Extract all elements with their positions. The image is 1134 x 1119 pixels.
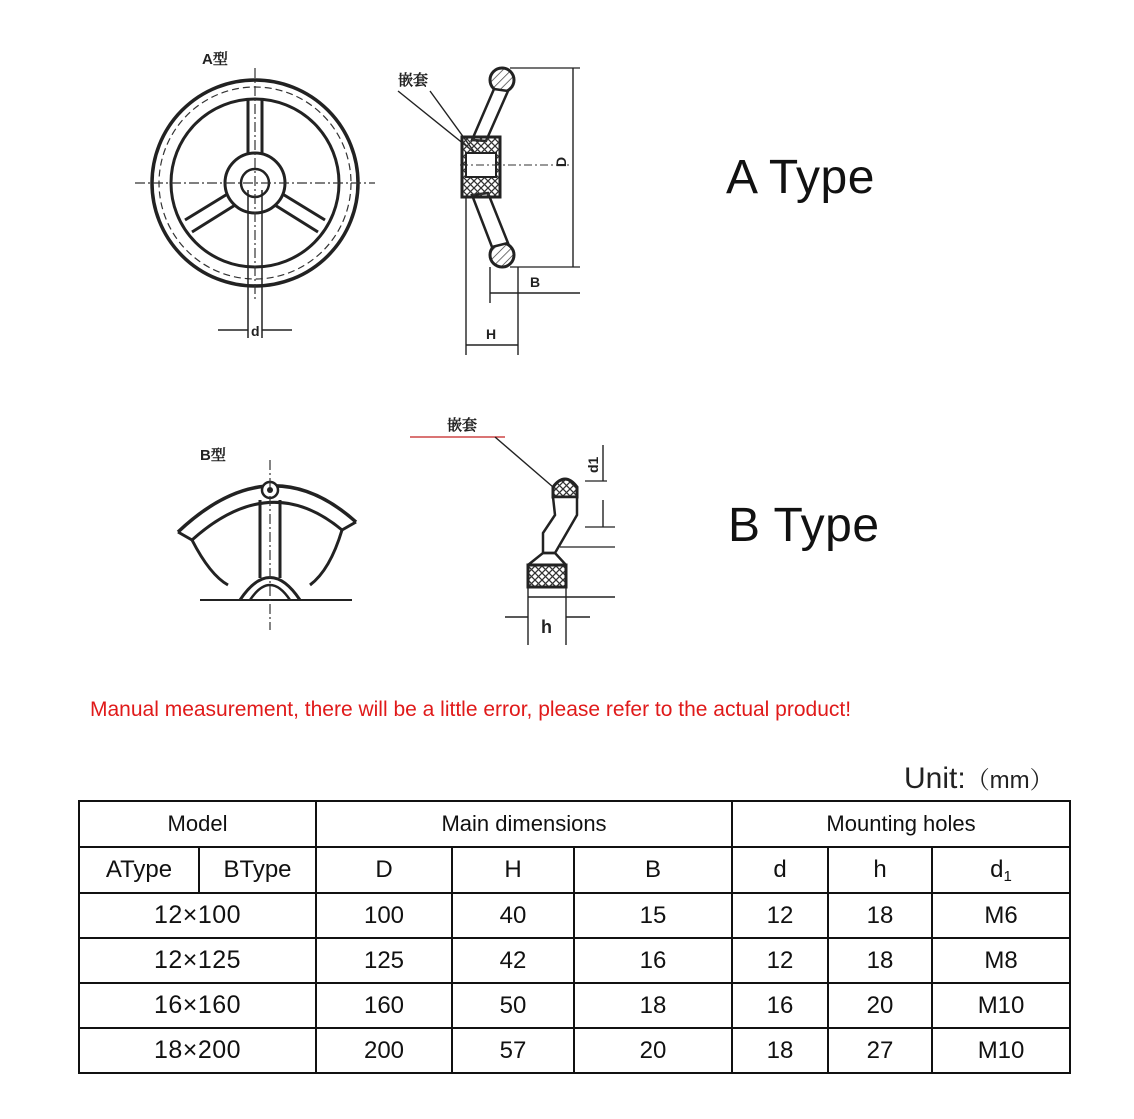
- a-type-side-drawing: [390, 55, 600, 360]
- cell-H: 42: [452, 938, 574, 983]
- header-D: D: [316, 847, 452, 893]
- cell-model: 18×200: [79, 1028, 316, 1073]
- header-d: d: [732, 847, 828, 893]
- spec-table: [78, 800, 1071, 1074]
- header-main-dimensions: Main dimensions: [316, 801, 732, 847]
- unit-value: （mm）: [965, 767, 1054, 794]
- unit-label: [904, 760, 1054, 796]
- b-type-side-drawing: [395, 405, 625, 645]
- cell-D: 160: [316, 983, 452, 1028]
- a-dim-H: H: [486, 326, 497, 342]
- header-a-type: AType: [79, 847, 199, 893]
- header-H: H: [452, 847, 574, 893]
- b-dim-d1: d1: [585, 456, 601, 473]
- cell-d1: M10: [932, 1028, 1070, 1073]
- cell-D: 200: [316, 1028, 452, 1073]
- header-d1-base: d: [990, 855, 1004, 883]
- table-row: [79, 893, 1070, 938]
- cell-D: 100: [316, 893, 452, 938]
- unit-label-text: Unit:: [904, 762, 966, 795]
- cell-d: 12: [732, 893, 828, 938]
- a-type-title: A Type: [726, 151, 875, 204]
- cell-model: 16×160: [79, 983, 316, 1028]
- cell-H: 50: [452, 983, 574, 1028]
- table-header-row: [79, 847, 1070, 893]
- b-dim-h: h: [541, 617, 552, 637]
- table-header-group-row: [79, 801, 1070, 847]
- cell-h: 18: [828, 893, 932, 938]
- cell-H: 57: [452, 1028, 574, 1073]
- cell-B: 15: [574, 893, 732, 938]
- cell-d: 12: [732, 938, 828, 983]
- b-insert-label: 嵌套: [447, 417, 478, 434]
- a-dim-D: D: [553, 156, 569, 167]
- cell-model: 12×100: [79, 893, 316, 938]
- table-row: [79, 1028, 1070, 1073]
- cell-D: 125: [316, 938, 452, 983]
- b-type-caption: B型: [200, 447, 226, 464]
- cell-B: 20: [574, 1028, 732, 1073]
- a-dim-B: B: [530, 274, 541, 290]
- header-mounting-holes: Mounting holes: [732, 801, 1070, 847]
- cell-d1: M6: [932, 893, 1070, 938]
- measurement-note: Manual measurement, there will be a little error, please refer to the actual product!: [90, 698, 852, 721]
- a-dim-d: d: [251, 323, 260, 339]
- cell-H: 40: [452, 893, 574, 938]
- header-model: Model: [79, 801, 316, 847]
- b-type-front-drawing: [170, 430, 370, 630]
- cell-model: 12×125: [79, 938, 316, 983]
- cell-B: 18: [574, 983, 732, 1028]
- cell-h: 20: [828, 983, 932, 1028]
- cell-d: 16: [732, 983, 828, 1028]
- cell-d: 18: [732, 1028, 828, 1073]
- header-B: B: [574, 847, 732, 893]
- a-type-front-drawing: [130, 40, 380, 360]
- cell-B: 16: [574, 938, 732, 983]
- table-row: [79, 938, 1070, 983]
- a-insert-label: 嵌套: [398, 72, 429, 89]
- cell-d1: M8: [932, 938, 1070, 983]
- header-h: h: [828, 847, 932, 893]
- cell-d1: M10: [932, 983, 1070, 1028]
- a-type-caption: A型: [202, 51, 228, 68]
- header-b-type: BType: [199, 847, 316, 893]
- cell-h: 27: [828, 1028, 932, 1073]
- cell-h: 18: [828, 938, 932, 983]
- b-type-title: B Type: [728, 499, 880, 552]
- header-d1: [932, 847, 1070, 893]
- header-d1-sub: 1: [1003, 867, 1012, 885]
- table-row: [79, 983, 1070, 1028]
